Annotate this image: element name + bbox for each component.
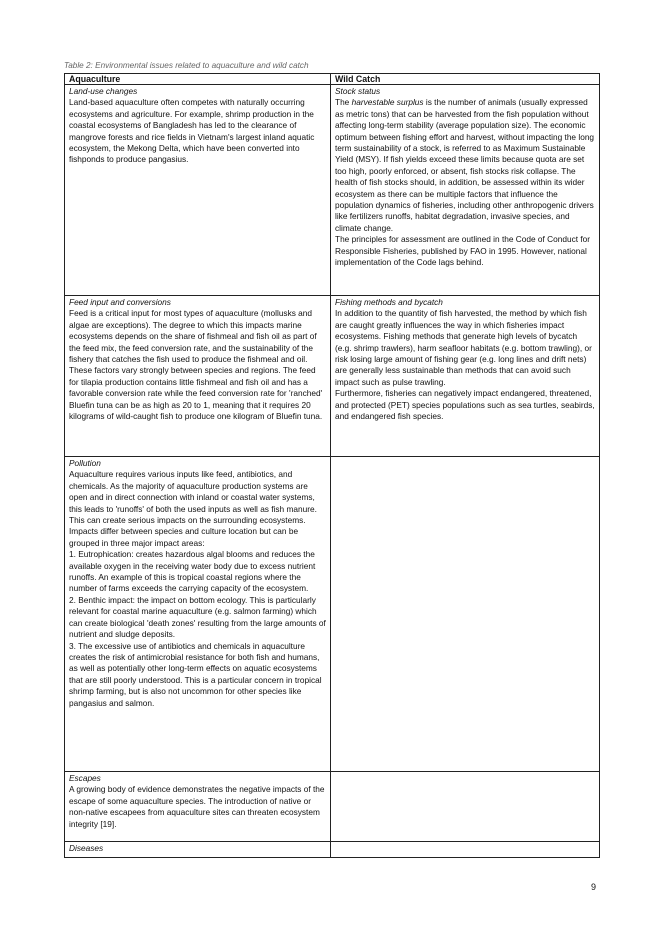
cell-pollution	[65, 457, 331, 772]
table-row	[65, 457, 600, 772]
cell-paragraph: 2. Benthic impact: the impact on bottom ecology. This is particularly relevant for coastal marine aquaculture (e.g. salmon farming) which can create biological 'death zones' resulting from the large amounts of nutrient and sludge deposits.	[69, 594, 326, 640]
cell-title: Land-use changes	[69, 86, 138, 96]
table-caption: Table 2: Environmental issues related to aquaculture and wild catch	[64, 61, 309, 70]
cell-empty	[331, 457, 600, 772]
cell-title: Pollution	[69, 458, 101, 468]
header-aquaculture: Aquaculture	[65, 74, 331, 85]
cell-empty	[331, 842, 600, 858]
cell-title: Diseases	[69, 843, 104, 853]
table-row	[65, 772, 600, 842]
cell-title: Stock status	[335, 86, 381, 96]
text-run: is the number of animals (usually expressed as metric tons) that can be harvested from the fish population without affecting long-term stability (average population size). The economic optimum between fishing effort and harvest, without impacting the long term sustainability of a stock, is referred to as Maximum Sustainable Yield (MSY). If fish yields exceed these limits because quota are set too high, poorly enforced, or absent, fish stocks risk collapse. The health of fish stocks should, in addition, be assessed within its wider ecosystem as there can be multiple factors that influence the population dynamics of fisheries, including other anthropogenic drivers like fertilizers runoffs, habitat degradation, invasive species, and climate change.	[335, 97, 595, 233]
cell-paragraph: Land-based aquaculture often competes with naturally occurring ecosystems and agriculture. For example, shrimp production in the coastal ecosystems of Bangladesh has led to the clearance of mangrove forests and rice fields in Vietnam's largest inland aquatic ecosystem, the Mekong Delta, which have been converted into fishponds to produce pangasius.	[69, 97, 315, 165]
cell-paragraph: A growing body of evidence demonstrates the negative impacts of the escape of some aquaculture species. The introduction of native or non-native escapees from aquaculture sites can threaten ecosystem integrity [19].	[69, 784, 325, 829]
cell-fishing-methods	[331, 296, 600, 457]
header-wild-catch: Wild Catch	[331, 74, 600, 85]
cell-paragraph: 3. The excessive use of antibiotics and chemicals in aquaculture creates the risk of antimicrobial resistance for both fish and humans, as well as potentially other long-term effects on aquatic ecosystems that are still poorly understood. This is a particular concern in tropical shrimp farming, but is also not uncommon for other species like pangasius and salmon.	[69, 640, 322, 708]
table-row	[65, 296, 600, 457]
table-header-row	[65, 74, 600, 85]
cell-paragraph: In addition to the quantity of fish harvested, the method by which fish are caught greatly influences the way in which fisheries impact ecosystems. Fishing methods that generate high levels of bycatch (e.g. shrimp trawlers), harm seafloor habitats (e.g. bottom trawling), or risk losing large amount of fishing gear (e.g. long lines and drift nets) are generally less sustainable than methods that can avoid such impact such as pulse trawling.	[335, 308, 592, 387]
cell-title: Feed input and conversions	[69, 297, 171, 307]
cell-diseases	[65, 842, 331, 858]
cell-land-use-changes	[65, 85, 331, 296]
environmental-issues-table	[64, 73, 600, 858]
cell-paragraph: Feed is a critical input for most types of aquaculture (mollusks and algae are exceptions). The degree to which this impacts marine ecosystems depends on the share of fishmeal and fish oil as part of the feed mix, the feed conversion rate, and the sustainability of the fishery that catches the fish used to produce the fishmeal and oil. These factors vary strongly between species and regions. The feed for tilapia production contains little fishmeal and fish oil and has a favorable conversion rate while the feed conversion rate for 'ranched' Bluefin tuna can be as high as 20 to 1, meaning that it requires 20 kilograms of wild-caught fish to produce one kilogram of Bluefin tuna.	[69, 308, 323, 422]
cell-title: Escapes	[69, 773, 101, 783]
cell-escapes	[65, 772, 331, 842]
cell-feed-input	[65, 296, 331, 457]
text-run: The	[335, 97, 352, 108]
page-number: 9	[591, 882, 597, 892]
cell-stock-status	[331, 85, 600, 296]
cell-paragraph	[335, 97, 596, 234]
cell-paragraph: Furthermore, fisheries can negatively impact endangered, threatened, and protected (PET) species populations such as sea turtles, seabirds, and endangered fish species.	[335, 388, 595, 422]
table-row	[65, 85, 600, 296]
cell-paragraph: 1. Eutrophication: creates hazardous algal blooms and reduces the available oxygen in the receiving water body due to excess nutrient runoffs. An example of this is tropical coastal regions where the number of farms exceeds the carrying capacity of the ecosystem.	[69, 549, 316, 594]
table-row	[65, 842, 600, 858]
cell-paragraph: The principles for assessment are outlined in the Code of Conduct for Responsible Fisheries, published by FAO in 1995. However, national implementation of the Code lags behind.	[335, 234, 591, 268]
cell-paragraph: Aquaculture requires various inputs like feed, antibiotics, and chemicals. As the majority of aquaculture production systems are open and in direct connection with inland or coastal water systems, this leads to 'runoffs' of both the used inputs as well as fish manure. This can create serious impacts on the surrounding ecosystems. Impacts differ between species and culture location but can be grouped in three major impact areas:	[69, 469, 317, 548]
cell-empty	[331, 772, 600, 842]
cell-title: Fishing methods and bycatch	[335, 297, 443, 307]
emphasis-text: harvestable surplus	[351, 97, 424, 108]
